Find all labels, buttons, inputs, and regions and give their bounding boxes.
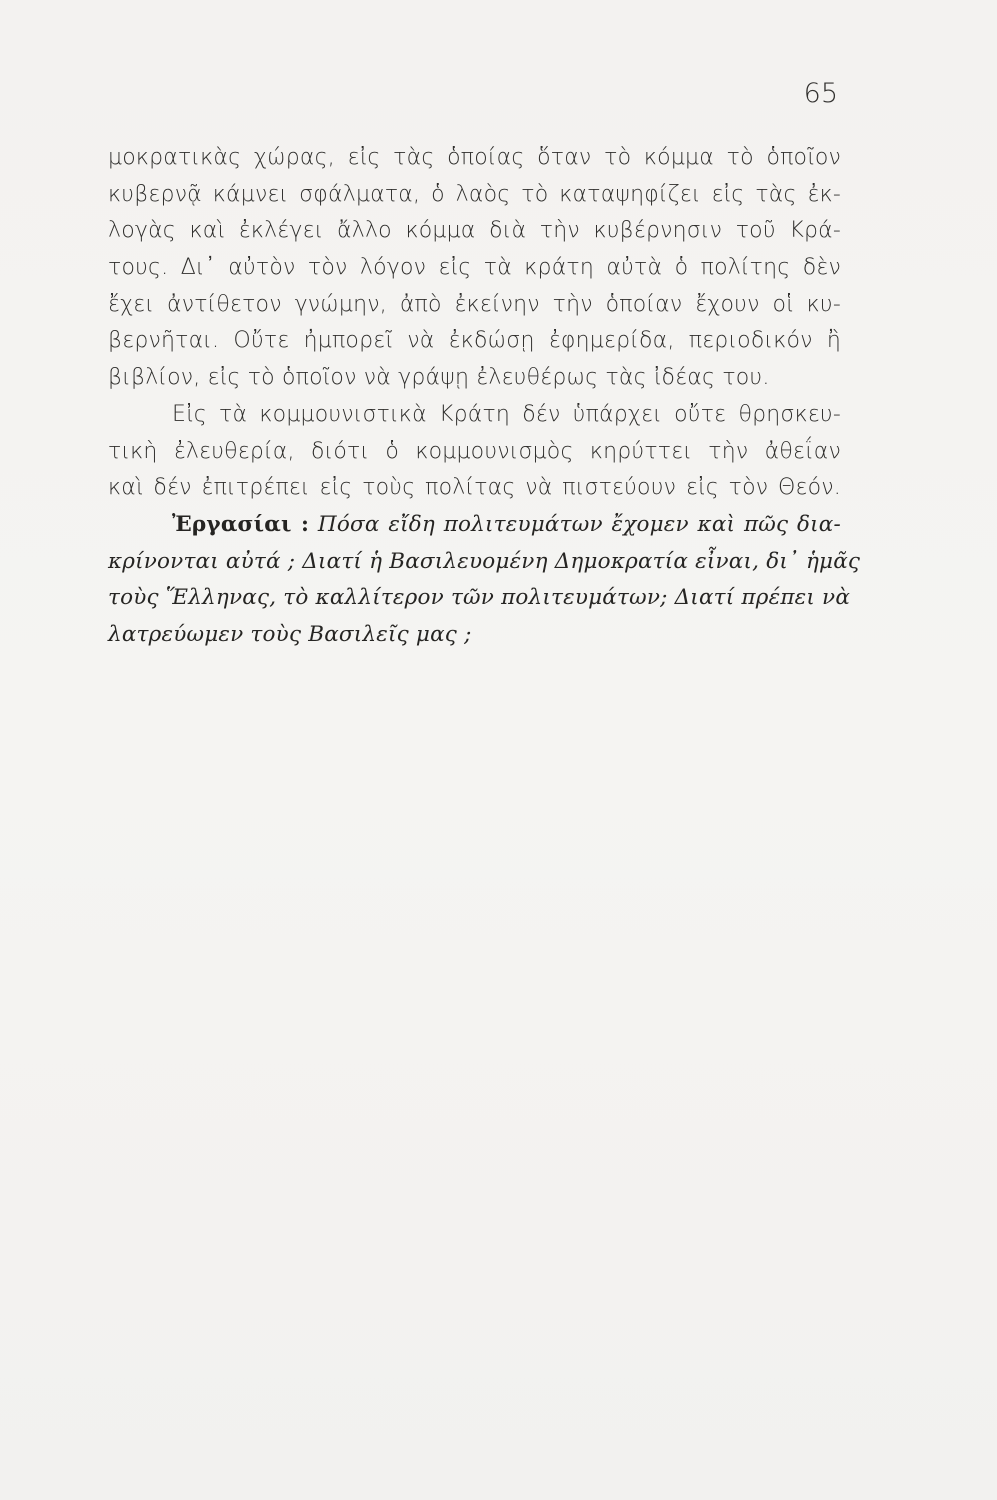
exercises-line [108,507,841,544]
exercises-heading: Ἐργασίαι : [172,511,310,537]
text-line: μοκρατικὰς χώρας, εἰς τὰς ὁποίας ὅταν τὸ κόμμα τὸ ὁποῖον [108,145,841,170]
text-line: ἔχει ἀντίθετον γνώμην, ἀπὸ ἐκείνην τὴν ὁποίαν ἔχουν οἱ κυ- [108,291,841,317]
text-line: βερνῆται. Οὔτε ἠμπορεῖ νὰ ἐκδώσῃ ἐφημερίδα, περιοδικόν ἢ [108,328,841,354]
exercises-line: τοὺς Ἕλληνας, τὸ καλλίτερον τῶν πολιτευμάτων; Διατί πρέπει νὰ [108,585,851,611]
text-line: λογὰς καὶ ἐκλέγει ἄλλο κόμμα διὰ τὴν κυβέρνησιν τοῦ Κρά- [108,218,841,244]
exercises-line: κρίνονται αὐτά ; Διατί ἡ Βασιλευομένη Δημοκρατία εἶναι, δι᾽ ἡμᾶς [108,548,861,574]
text-line: τικὴ ἐλευθερία, διότι ὁ κομμουνισμὸς κηρύττει τὴν ἀθεΐαν [108,438,841,464]
body-text [108,140,861,654]
text-line: Εἰς τὰ κομμουνιστικὰ Κράτη δέν ὑπάρχει οὔτε θρησκευ- [172,401,841,427]
text-line: κυβερνᾷ κάμνει σφάλματα, ὁ λαὸς τὸ καταψηφίζει εἰς τὰς ἐκ- [108,181,841,207]
text-line: βιβλίον, εἰς τὸ ὁποῖον νὰ γράψῃ ἐλευθέρως τὰς ἰδέας του. [108,365,770,391]
page-number: 65 [803,78,838,109]
text-line: καὶ δέν ἐπιτρέπει εἰς τοὺς πολίτας νὰ πιστεύουν εἰς τὸν Θεόν. [108,475,841,501]
text-line: τους. Δι᾽ αὐτὸν τὸν λόγον εἰς τὰ κράτη αὐτὰ ὁ πολίτης δὲν [108,255,841,281]
exercises-line: λατρεύωμεν τοὺς Βασιλεῖς μας ; [108,621,472,647]
exercises-question-1: Πόσα εἴδη πολιτευμάτων ἔχομεν καὶ πῶς δια- [317,511,841,537]
